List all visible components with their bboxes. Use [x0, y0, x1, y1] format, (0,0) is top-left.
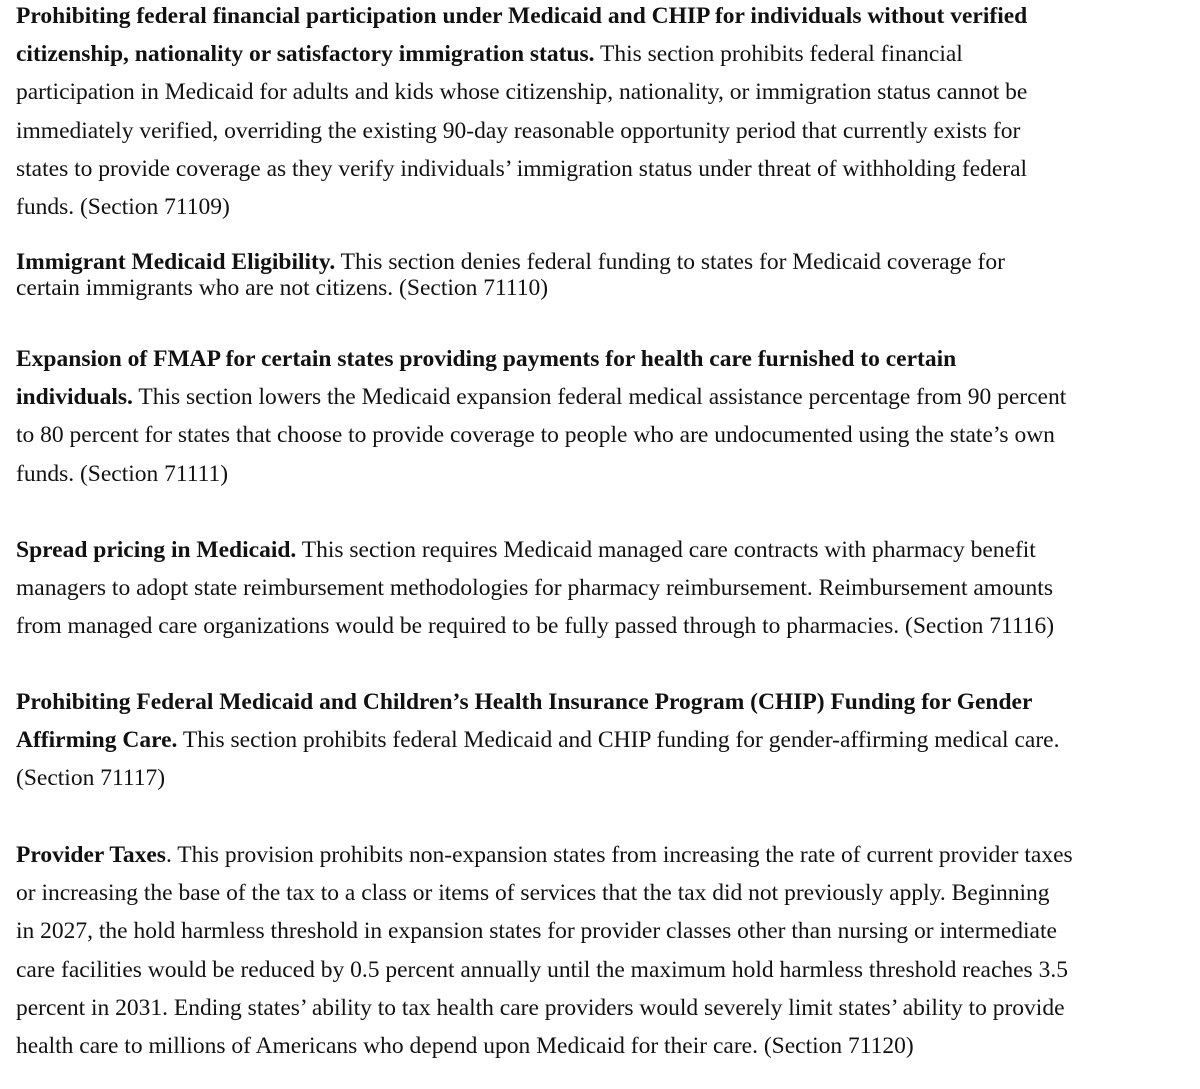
paragraph-provider-taxes: [16, 836, 1073, 1065]
section-heading: individuals.: [16, 384, 133, 411]
text-line: [16, 188, 1027, 226]
text-line: [16, 249, 1005, 275]
body-text: states to provide coverage as they verify individuals’ immigration status under threat of withholding federal: [16, 155, 1028, 182]
paragraph-fmap-expansion: [16, 340, 1066, 493]
body-text: health care to millions of Americans who depend upon Medicaid for their care. (Section 71120): [16, 1032, 914, 1059]
text-line: [16, 607, 1054, 645]
body-text: (Section 71117): [16, 765, 166, 792]
text-line: [16, 683, 1059, 721]
body-text: . This provision prohibits non-expansion states from increasing the rate of current provider taxes: [165, 842, 1073, 868]
text-line: [16, 951, 1073, 989]
text-line: [16, 275, 1005, 301]
text-line: [16, 569, 1054, 607]
text-line: [16, 0, 1027, 35]
text-line: [16, 912, 1073, 950]
paragraph-gender-affirming-care: [16, 683, 1059, 798]
text-line: [16, 455, 1066, 493]
paragraph-citizenship-verification: [16, 0, 1027, 226]
body-text: managers to adopt state reimbursement methodologies for pharmacy reimbursement. Reimbursement amounts: [16, 575, 1053, 602]
section-heading: Provider Taxes: [16, 842, 166, 868]
body-text: or increasing the base of the tax to a class or items of services that the tax did not previously apply. Beginning: [16, 880, 1050, 907]
section-heading: Expansion of FMAP for certain states providing payments for health care furnished to certain: [16, 346, 957, 372]
body-text: participation in Medicaid for adults and kids whose citizenship, nationality, or immigration status cannot be: [16, 79, 1028, 106]
text-line: [16, 378, 1066, 416]
text-line: [16, 721, 1059, 759]
body-text: This section lowers the Medicaid expansion federal medical assistance percentage from 90 percent: [132, 384, 1067, 411]
text-line: [16, 416, 1066, 454]
text-line: [16, 340, 1066, 378]
body-text: funds. (Section 71109): [16, 193, 230, 220]
text-line: [16, 73, 1027, 111]
body-text: from managed care organizations would be required to be fully passed through to pharmacies. (Section 71116): [16, 613, 1055, 640]
text-line: [16, 989, 1073, 1027]
body-text: in 2027, the hold harmless threshold in expansion states for provider classes other than nursing or intermediate: [16, 918, 1057, 945]
section-heading: Affirming Care.: [16, 727, 178, 754]
text-line: [16, 874, 1073, 912]
body-text: certain immigrants who are not citizens. (Section 71110): [16, 275, 549, 301]
section-heading: citizenship, nationality or satisfactory immigration status.: [16, 41, 595, 68]
section-heading: Immigrant Medicaid Eligibility.: [16, 249, 336, 275]
body-text: to 80 percent for states that choose to provide coverage to people who are undocumented using the state’s own: [16, 422, 1055, 449]
body-text: This section prohibits federal Medicaid and CHIP funding for gender-affirming medical care.: [177, 727, 1060, 754]
body-text: immediately verified, overriding the existing 90-day reasonable opportunity period that currently exists for: [16, 117, 1021, 144]
paragraph-immigrant-eligibility: [16, 249, 1005, 301]
body-text: care facilities would be reduced by 0.5 percent annually until the maximum hold harmless threshold reaches 3.5: [16, 956, 1068, 983]
text-line: [16, 150, 1027, 188]
text-line: [16, 35, 1027, 73]
body-text: This section prohibits federal financial: [594, 41, 963, 68]
text-line: [16, 531, 1054, 569]
section-heading: Spread pricing in Medicaid.: [16, 537, 297, 563]
text-line: [16, 759, 1059, 797]
section-heading: Prohibiting federal financial participation under Medicaid and CHIP for individuals without verified: [16, 3, 1028, 29]
paragraph-spread-pricing: [16, 531, 1054, 646]
section-heading: Prohibiting Federal Medicaid and Children’s Health Insurance Program (CHIP) Funding for Gender: [16, 689, 1033, 715]
body-text: percent in 2031. Ending states’ ability to tax health care providers would severely limit states’ ability to provide: [16, 994, 1065, 1021]
body-text: This section requires Medicaid managed care contracts with pharmacy benefit: [296, 537, 1036, 563]
text-line: [16, 836, 1073, 874]
body-text: This section denies federal funding to states for Medicaid coverage for: [335, 249, 1005, 275]
text-line: [16, 112, 1027, 150]
text-line: [16, 1027, 1073, 1065]
body-text: funds. (Section 71111): [16, 460, 229, 487]
